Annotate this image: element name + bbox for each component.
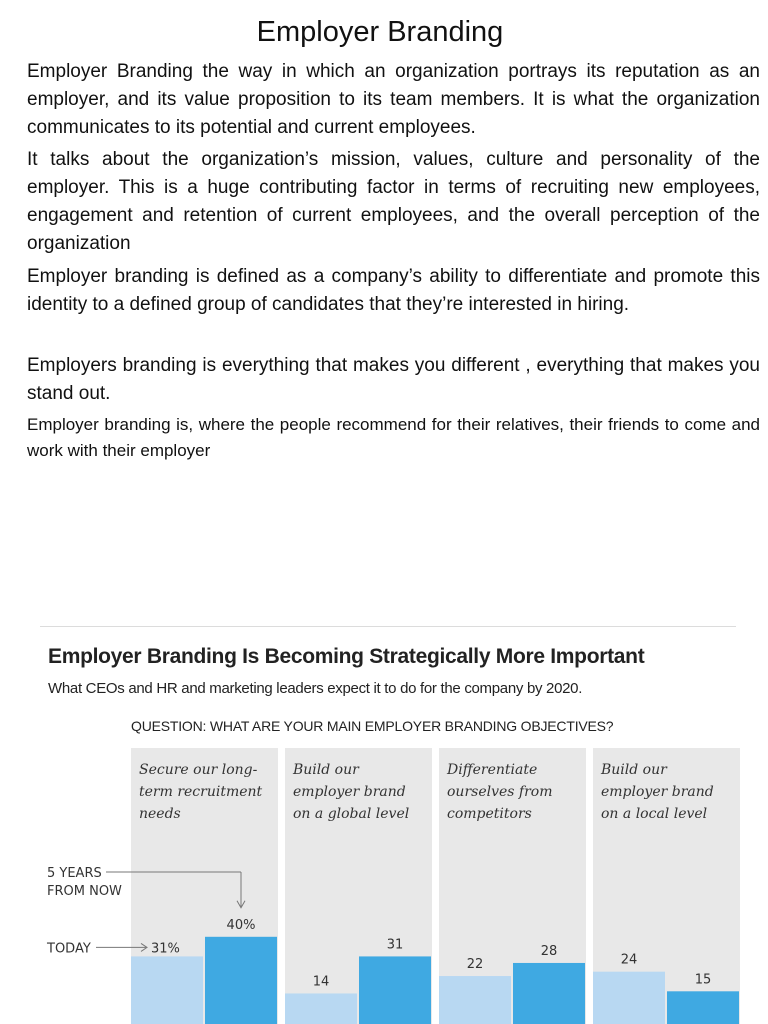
category-label: ourselves from (447, 784, 553, 800)
category-label: Differentiate (447, 762, 538, 778)
value-label: 24 (620, 952, 638, 968)
value-label: 31 (386, 937, 404, 953)
value-label: 22 (466, 957, 484, 973)
category-label: on a local level (601, 806, 708, 822)
bar-today (439, 976, 511, 1024)
value-label: 40% (226, 917, 256, 933)
category-label: needs (139, 806, 181, 822)
bar-five-years (667, 991, 739, 1024)
bar-five-years (513, 963, 585, 1024)
future-annotation-label: 5 YEARS (47, 866, 102, 881)
bar-today (593, 972, 665, 1024)
category-label: employer brand (601, 784, 714, 800)
category-label: on a global level (293, 806, 410, 822)
paragraph-1: Employer Branding the way in which an organization portrays its reputation as an employer, and its value proposition to its team members. It is what the organization communicates to its potential and current employees. (27, 61, 760, 138)
paragraph-5: Employer branding is, where the people recommend for their relatives, their friends to come and work with their employer (27, 415, 760, 460)
bar-today (131, 956, 203, 1024)
value-label: 31% (151, 941, 180, 957)
document-title: Employer Branding (256, 16, 504, 48)
category-label: employer brand (293, 784, 406, 800)
category-label: Secure our long- (139, 762, 258, 778)
value-label: 15 (694, 972, 712, 988)
chart-question: QUESTION: WHAT ARE YOUR MAIN EMPLOYER BRANDING OBJECTIVES? (131, 718, 614, 734)
chart-subtitle: What CEOs and HR and marketing leaders expect it to do for the company by 2020. (48, 680, 583, 697)
today-annotation-label: TODAY (47, 941, 91, 957)
bar-today (285, 993, 357, 1024)
category-label: Build our (601, 762, 667, 778)
value-label: 14 (312, 974, 330, 990)
paragraph-4: Employers branding is everything that makes you different , everything that makes you stand out. (27, 355, 760, 404)
category-label: Build our (293, 762, 359, 778)
category-label: term recruitment (139, 784, 263, 800)
future-annotation-label: FROM NOW (47, 884, 122, 899)
paragraph-3: Employer branding is defined as a company’s ability to differentiate and promote this identity to a defined group of candidates that they’re interested in hiring. (27, 266, 760, 315)
value-label: 28 (540, 943, 558, 959)
chart-title: Employer Branding Is Becoming Strategically More Important (48, 645, 645, 668)
bar-five-years (359, 956, 431, 1024)
category-label: competitors (447, 806, 532, 822)
paragraph-2: It talks about the organization’s mission, values, culture and personality of the employer. This is a huge contributing factor in terms of recruiting new employees, engagement and retention of current employees, and the overall perception of the organization (27, 149, 760, 254)
bar-five-years (205, 937, 277, 1024)
